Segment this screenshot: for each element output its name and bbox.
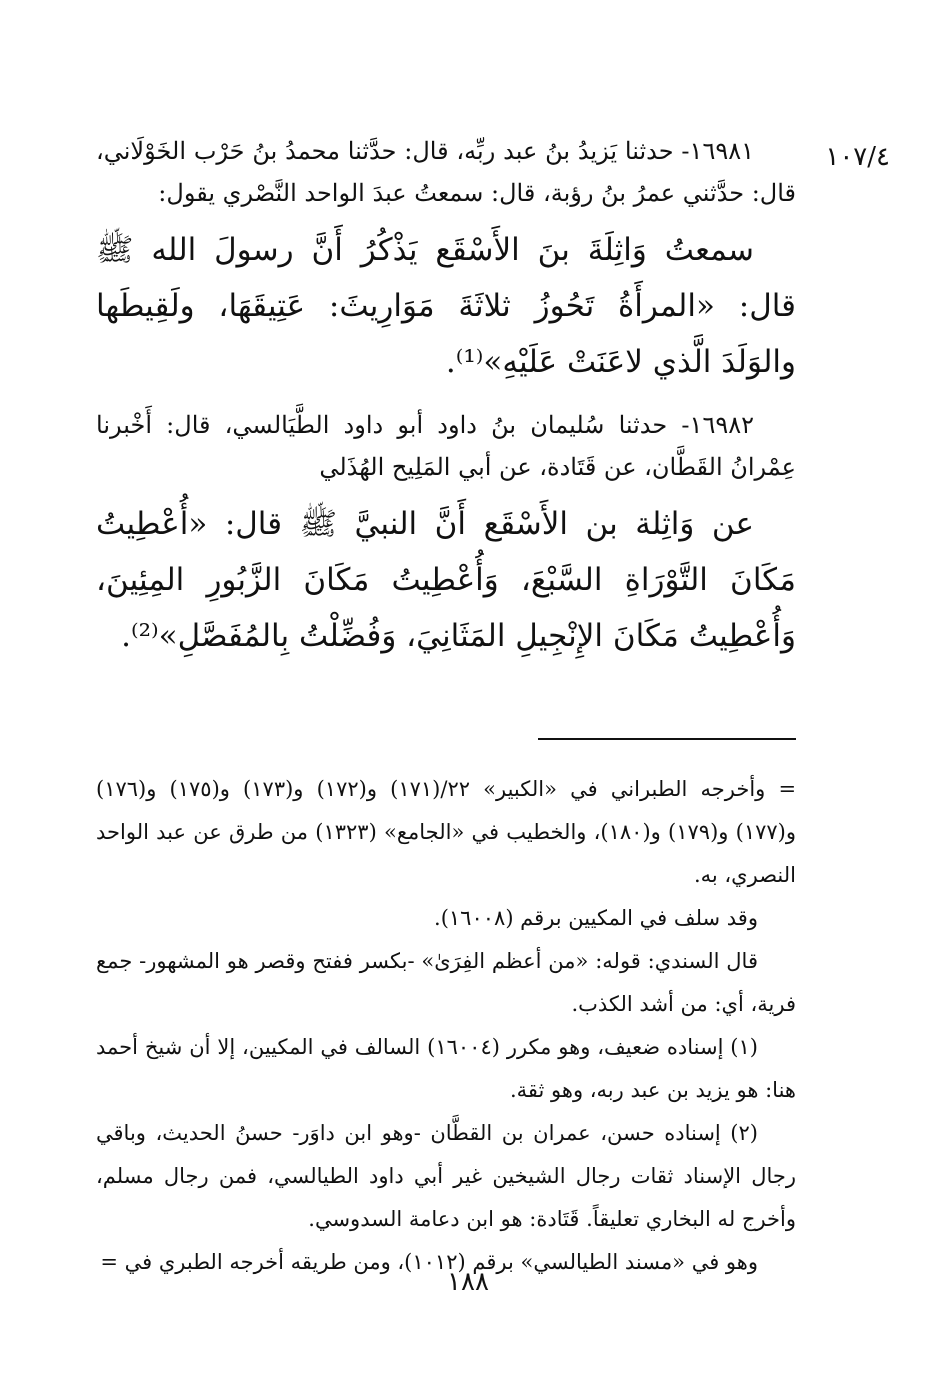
- hadith-16981-isnad: ١٦٩٨١- حدثنا يَزيدُ بنُ عبد ربِّه، قال: حدَّثنا محمدُ بنُ حَرْب الخَوْلَاني، قال: حدَّثني عمرُ بنُ رؤبة، قال: سمعتُ عبدَ الواحد النَّصْري يقول:: [96, 137, 796, 207]
- page-number: ١٨٨: [447, 1267, 489, 1297]
- hadith-16982-matn: عن وَاثِلة بن الأَسْقَع أَنَّ النبيَّ ﷺ قال: «أُعْطِيتُ مَكَانَ التَّوْرَاةِ السَّبْعَ، وَأُعْطِيتُ مَكَانَ الزَّبُورِ المِئِينَ، وَأُعْطِيتُ مَكَانَ الإِنْجِيلِ المَثَانِيَ، وَفُضِّلْتُ بِالمُفَصَّلِ»⁽²⁾.: [96, 506, 796, 654]
- margin-reference: ١٠٧/٤: [825, 142, 890, 172]
- hadith-16981-matn: سمعتُ وَاثِلَةَ بنَ الأَسْقَع يَذْكُرُ أَنَّ رسولَ الله ﷺ قال: «المرأَةُ تَحُوزُ ثلاثَةَ مَوَارِيثَ: عَتِيقَهَا، ولَقِيطَها والوَلَدَ الَّذي لاعَنَتْ عَلَيْهِ»⁽¹⁾.: [96, 232, 796, 380]
- footnote-2: (٢) إسناده حسن، عمران بن القطَّان -وهو ابن داوَر- حسنُ الحديث، وباقي رجال الإسناد ثقات رجال الشيخين غير أبي داود الطيالسي، فمن رجال مسلم، وأخرج له البخاري تعليقاً. قَتَادة: هو ابن دعامة السدوسي.: [96, 1121, 796, 1231]
- main-text: [96, 130, 796, 664]
- footnote-separator: [538, 738, 796, 740]
- hadith-16982-isnad: ١٦٩٨٢- حدثنا سُليمان بنُ داود أبو داود الطَّيَالسي، قال: أَخْبرنا عِمْرانُ القَطَّان، عن قَتَادة، عن أبي المَلِيح الهُذَلي: [96, 411, 796, 481]
- footnote-paragraph: وهو في «مسند الطيالسي» برقم (١٠١٢)، ومن طريقه أخرجه الطبري في =: [100, 1250, 758, 1274]
- footnote-paragraph: وقد سلف في المكيين برقم (١٦٠٠٨).: [434, 906, 758, 930]
- footnote-1: (١) إسناده ضعيف، وهو مكرر (١٦٠٠٤) السالف في المكيين، إلا أن شيخ أحمد هنا: هو يزيد بن عبد ربه، وهو ثقة.: [96, 1035, 796, 1102]
- footnote-continuation: = وأخرجه الطبراني في «الكبير» ٢٢/(١٧١) و(١٧٢) و(١٧٣) و(١٧٥) و(١٧٦) و(١٧٧) و(١٧٩) و(١٨٠)، والخطيب في «الجامع» (١٣٢٣) من طرق عن عبد الواحد النصري، به.: [96, 777, 797, 887]
- footnotes: [96, 768, 796, 1284]
- footnote-paragraph: قال السندي: قوله: «من أعظم الفِرَىٰ» -بكسر ففتح وقصر هو المشهور- جمع فرية، أي: من أشد الكذب.: [96, 949, 796, 1016]
